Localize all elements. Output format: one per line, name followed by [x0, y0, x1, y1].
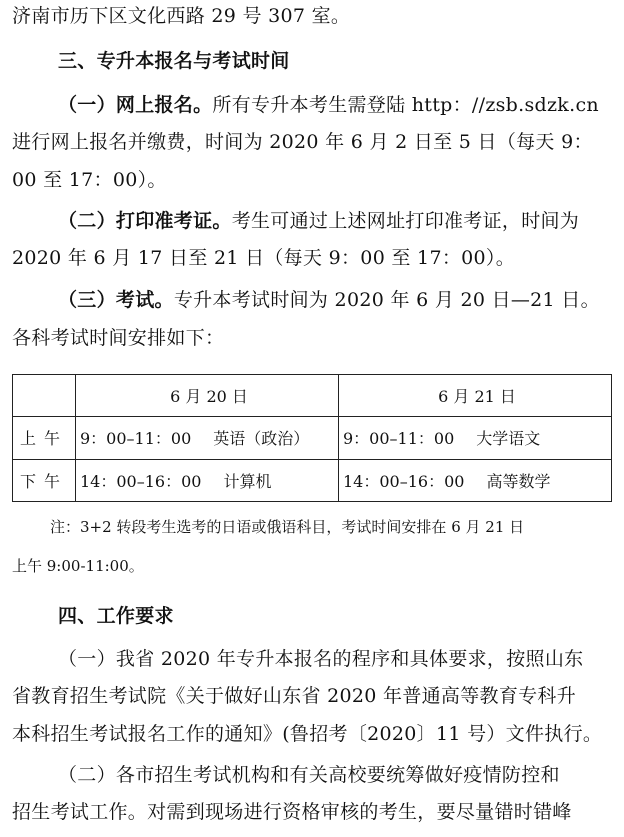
- table-note: 注：3+2 转段考生选考的日语或俄语科目，考试时间安排在 6 月 21 日: [50, 518, 525, 536]
- paragraph-text: 考生可通过上述网址打印准考证，时间为: [231, 210, 580, 232]
- exam-subject: 英语（政治）: [213, 429, 310, 449]
- paragraph-line: 招生考试工作。对需到现场进行资格审核的考生，要尽量错时错峰: [12, 801, 572, 823]
- table-row: [13, 417, 612, 459]
- paragraph-line: 进行网上报名并缴费，时间为 2020 年 6 月 2 日至 5 日（每天 9：: [12, 131, 593, 153]
- paragraph-line: （一）我省 2020 年专升本报名的程序和具体要求，按照山东: [58, 648, 584, 670]
- paragraph-label: （二）打印准考证。: [58, 210, 232, 232]
- table-header-cell: [13, 375, 76, 417]
- table-note: 上午 9:00-11:00。: [12, 557, 144, 575]
- table-header-cell: 6 月 20 日: [76, 375, 339, 417]
- paragraph-line: 本科招生考试报名工作的通知》(鲁招考〔2020〕11 号）文件执行。: [12, 723, 603, 745]
- schedule-cell: [339, 417, 612, 459]
- exam-time: 14：00–16：00: [80, 471, 202, 491]
- period-cell: 上午: [13, 417, 76, 459]
- paragraph-text: 所有专升本考生需登陆 http：//zsb.sdzk.cn: [212, 94, 599, 116]
- paragraph-text: 专升本考试时间为 2020 年 6 月 20 日—21 日。: [173, 289, 600, 311]
- paragraph-label: （三）考试。: [58, 289, 174, 311]
- exam-schedule-table: [12, 374, 612, 502]
- paragraph-exam: [58, 288, 614, 312]
- paragraph-line: 各科考试时间安排如下：: [12, 327, 225, 349]
- schedule-cell: [339, 459, 612, 501]
- table-header-row: [13, 375, 612, 417]
- schedule-cell: [76, 459, 339, 501]
- paragraph-line: 2020 年 6 月 17 日至 21 日（每天 9：00 至 17：00）。: [12, 247, 516, 269]
- exam-time: 9：00–11：00: [80, 429, 192, 449]
- exam-time: 9：00–11：00: [343, 429, 455, 449]
- exam-time: 14：00–16：00: [343, 471, 465, 491]
- paragraph-line: 00 至 17：00）。: [12, 169, 167, 191]
- schedule-cell: [76, 417, 339, 459]
- paragraph-line: （二）各市招生考试机构和有关高校要统筹做好疫情防控和: [58, 764, 560, 786]
- exam-subject: 计算机: [223, 471, 272, 491]
- table-header-cell: 6 月 21 日: [339, 375, 612, 417]
- section-heading-4: 四、工作要求: [58, 605, 174, 627]
- paragraph-online-registration: [58, 93, 614, 117]
- address-line: 济南市历下区文化西路 29 号 307 室。: [12, 5, 351, 27]
- section-heading-3: 三、专升本报名与考试时间: [58, 50, 290, 72]
- table-row: [13, 459, 612, 501]
- exam-subject: 高等数学: [486, 471, 551, 491]
- paragraph-print-admission: [58, 209, 614, 233]
- period-cell: 下午: [13, 459, 76, 501]
- paragraph-label: （一）网上报名。: [58, 94, 213, 116]
- paragraph-line: 省教育招生考试院《关于做好山东省 2020 年普通高等教育专科升: [12, 685, 577, 707]
- exam-subject: 大学语文: [476, 429, 541, 449]
